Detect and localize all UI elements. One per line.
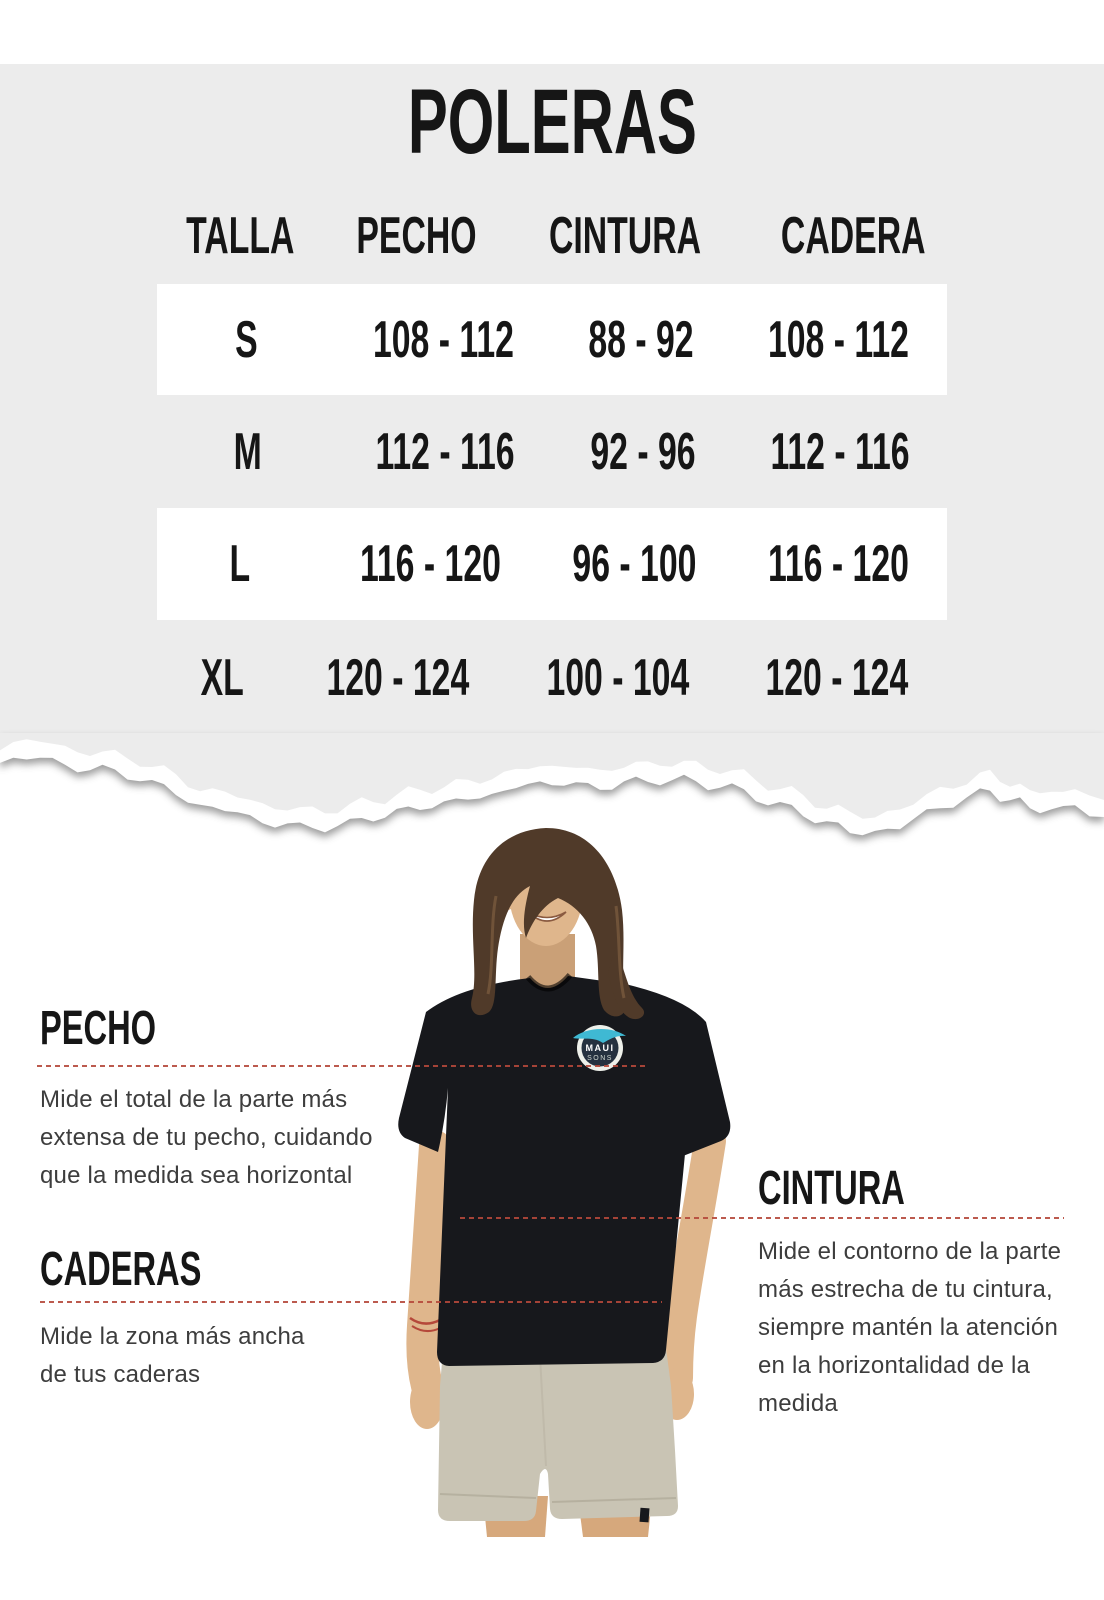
cintura-cell: 88 - 92 (588, 310, 694, 369)
logo-text-maui: MAUI (585, 1043, 615, 1053)
column-header-cintura: CINTURA (549, 207, 702, 265)
cintura-note (758, 1162, 1062, 1423)
size-cell: S (234, 310, 258, 369)
caderas-description: Mide la zona más ancha de tus caderas (40, 1323, 305, 1388)
shorts-tag (640, 1508, 650, 1523)
size-cell: M (233, 422, 262, 481)
pecho-cell: 116 - 120 (360, 535, 502, 593)
size-cell: XL (200, 648, 244, 707)
table-header-row (157, 188, 947, 284)
cintura-description: Mide el contorno de la parte más estrecha de tu cintura, siempre mantén la atención en la horizontalidad de la medida (758, 1238, 1062, 1417)
caderas-heading: CADERAS (40, 1243, 202, 1296)
cintura-cell: 92 - 96 (589, 422, 696, 481)
cadera-cell: 108 - 112 (768, 310, 910, 369)
left-hand (410, 1375, 444, 1429)
size-chart-panel (0, 64, 1104, 737)
logo-text-sons: SONS (587, 1055, 613, 1062)
column-header-cadera: CADERA (781, 207, 926, 265)
pecho-description: Mide el total de la parte más extensa de tu pecho, cuidando que la medida sea horizontal (40, 1086, 373, 1189)
cadera-cell: 120 - 124 (765, 648, 909, 707)
pecho-cell: 112 - 116 (375, 422, 515, 481)
page-title: POLERAS (407, 71, 697, 173)
pecho-cell: 120 - 124 (326, 648, 470, 707)
pecho-note (40, 1002, 373, 1195)
table-row-s (157, 284, 947, 395)
column-header-talla: TALLA (186, 207, 295, 265)
cadera-cell: 112 - 116 (770, 422, 910, 481)
table-row-l (157, 508, 947, 620)
table-row-xl (157, 620, 947, 735)
model-illustration (390, 826, 770, 1540)
cintura-cell: 96 - 100 (572, 535, 697, 593)
column-header-pecho: PECHO (355, 207, 477, 265)
table-row-m (157, 395, 947, 508)
cintura-cell: 100 - 104 (545, 648, 689, 707)
size-cell: L (229, 535, 251, 593)
left-arm (422, 1146, 435, 1386)
cadera-cell: 116 - 120 (768, 535, 910, 593)
pecho-heading: PECHO (40, 1002, 157, 1055)
caderas-note (40, 1243, 305, 1394)
cintura-heading: CINTURA (758, 1162, 905, 1215)
pecho-cell: 108 - 112 (373, 310, 515, 369)
